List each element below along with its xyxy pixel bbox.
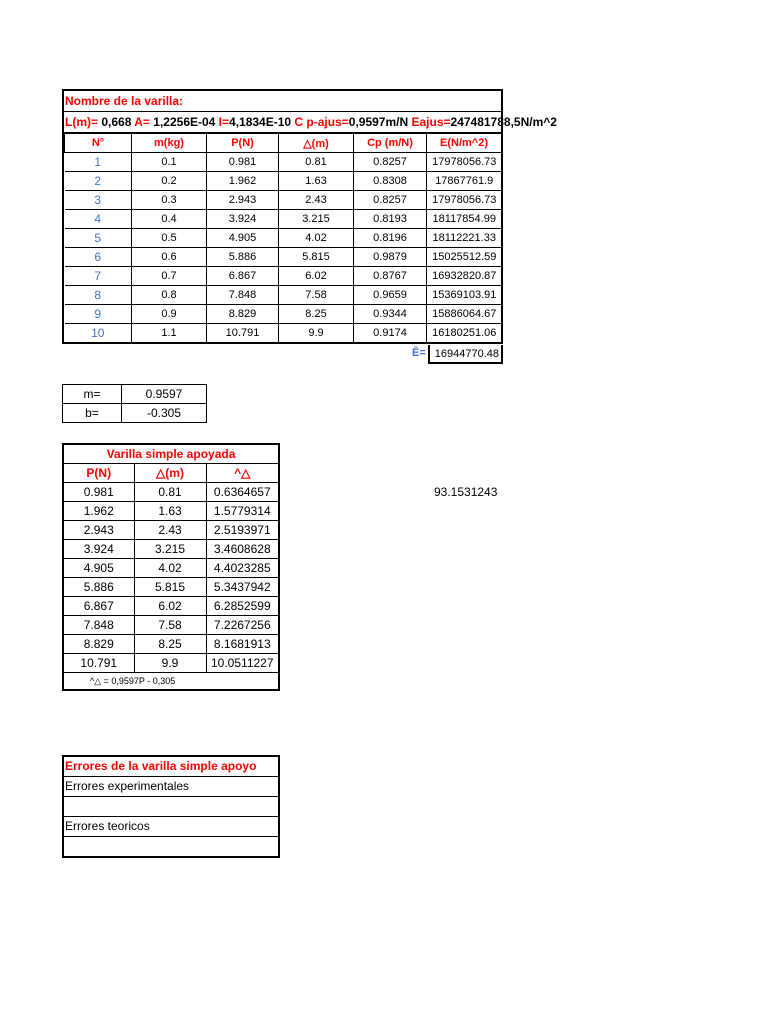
table-cell: 1 <box>65 153 132 172</box>
param-value-cp: 0,9597m/N <box>348 115 412 129</box>
col-header: △(m) <box>134 464 206 483</box>
table-cell: 10.791 <box>64 654 134 673</box>
regression-formula: ^△ = 0,9597P - 0,305 <box>90 675 176 686</box>
col-header: E(N/m^2) <box>427 134 502 153</box>
table-cell: 6 <box>65 248 132 267</box>
table-cell: 9.9 <box>279 324 354 343</box>
table-cell: 0.5 <box>132 229 207 248</box>
errors-title: Errores de la varilla simple apoyo <box>64 757 278 777</box>
param-label-area: A= <box>134 115 150 129</box>
table-cell: 3.215 <box>279 210 354 229</box>
table-cell: 4.4023285 <box>206 559 278 578</box>
slope-label: m= <box>63 385 122 404</box>
table-cell: 18117854.99 <box>427 210 502 229</box>
table-cell: 0.81 <box>279 153 354 172</box>
table-cell: 2.5193971 <box>206 521 278 540</box>
table-row <box>64 654 278 673</box>
table-cell: 10.791 <box>207 324 279 343</box>
table-cell: 8.829 <box>64 635 134 654</box>
table-cell: 9 <box>65 305 132 324</box>
param-label-eajus: Eajus= <box>411 115 451 129</box>
table-row <box>65 324 502 343</box>
param-value-eajus: 247481788,5N/m^2 <box>450 115 557 129</box>
table-cell: 4.02 <box>134 559 206 578</box>
table-row <box>64 597 278 616</box>
table-cell: 3 <box>65 191 132 210</box>
errors-theoretical-empty <box>64 837 278 856</box>
table-row <box>64 483 278 502</box>
table-cell: 1.63 <box>279 172 354 191</box>
table-cell: 16932820.87 <box>427 267 502 286</box>
params-row <box>64 112 557 133</box>
errors-experimental-empty <box>64 797 278 817</box>
table-cell: 0.9879 <box>354 248 427 267</box>
table-cell: 10.0511227 <box>206 654 278 673</box>
param-label-length: L(m)= <box>65 115 98 129</box>
table-cell: 18112221.33 <box>427 229 502 248</box>
measurements-table <box>64 133 502 342</box>
header-row <box>65 134 502 153</box>
table-cell: 0.2 <box>132 172 207 191</box>
table-row <box>64 502 278 521</box>
table-cell: 10 <box>65 324 132 343</box>
table-row <box>65 191 502 210</box>
table-cell: 6.867 <box>64 597 134 616</box>
table-cell: 6.2852599 <box>206 597 278 616</box>
table-cell: 3.215 <box>134 540 206 559</box>
table-cell: 1.5779314 <box>206 502 278 521</box>
col-header: △(m) <box>279 134 354 153</box>
table-cell: 0.9659 <box>354 286 427 305</box>
param-value-length: 0,668 <box>98 115 135 129</box>
header-row <box>64 464 278 483</box>
table-cell: 0.3 <box>132 191 207 210</box>
table-cell: 0.8257 <box>354 153 427 172</box>
table-cell: 5.815 <box>279 248 354 267</box>
varilla-data-table <box>62 89 557 344</box>
table-cell: 5.3437942 <box>206 578 278 597</box>
mean-label: Ē= <box>412 347 426 359</box>
table-cell: 17867761.9 <box>427 172 502 191</box>
table-cell: 1.962 <box>207 172 279 191</box>
table-cell: 1.63 <box>134 502 206 521</box>
table-cell: 15369103.91 <box>427 286 502 305</box>
intercept-value: -0.305 <box>122 404 207 423</box>
table-cell: 0.981 <box>64 483 134 502</box>
table-row <box>65 172 502 191</box>
errors-experimental-label: Errores experimentales <box>64 777 278 797</box>
table-row <box>65 210 502 229</box>
table-cell: 6.867 <box>207 267 279 286</box>
table-cell: 8.25 <box>134 635 206 654</box>
table-cell: 8.25 <box>279 305 354 324</box>
table-cell: 5.886 <box>64 578 134 597</box>
table-cell: 3.4608628 <box>206 540 278 559</box>
table-row <box>64 559 278 578</box>
table-cell: 2.43 <box>134 521 206 540</box>
table-cell: 0.4 <box>132 210 207 229</box>
table-row <box>64 445 278 464</box>
table-cell: 0.8308 <box>354 172 427 191</box>
table-cell: 7.848 <box>207 286 279 305</box>
param-label-cp: C p-ajus= <box>294 115 349 129</box>
table-cell: 5.815 <box>134 578 206 597</box>
table-cell: 0.1 <box>132 153 207 172</box>
table-row <box>65 229 502 248</box>
table-cell: 1.1 <box>132 324 207 343</box>
table-cell: 0.6364657 <box>206 483 278 502</box>
regression-table <box>62 384 207 423</box>
table-cell: 4.905 <box>207 229 279 248</box>
table-cell: 4.02 <box>279 229 354 248</box>
table-title: Nombre de la varilla: <box>64 91 501 112</box>
param-value-inertia: 4,1834E-10 <box>229 115 295 129</box>
table-row <box>65 267 502 286</box>
table-cell: 5.886 <box>207 248 279 267</box>
table-row <box>64 521 278 540</box>
table-row <box>64 540 278 559</box>
table-cell: 6.02 <box>134 597 206 616</box>
table-cell: 0.9344 <box>354 305 427 324</box>
param-label-inertia: I= <box>218 115 230 129</box>
col-header: m(kg) <box>132 134 207 153</box>
col-header: Cp (m/N) <box>354 134 427 153</box>
table-cell: 15886064.67 <box>427 305 502 324</box>
varilla-simple-title: Varilla simple apoyada <box>64 445 278 464</box>
table-cell: 0.981 <box>207 153 279 172</box>
table-row <box>64 578 278 597</box>
table-cell: 0.81 <box>134 483 206 502</box>
table-cell: 8.1681913 <box>206 635 278 654</box>
errors-table <box>62 755 280 858</box>
table-cell: 8 <box>65 286 132 305</box>
table-cell: 0.8 <box>132 286 207 305</box>
table-cell: 17978056.73 <box>427 191 502 210</box>
table-cell: 2.943 <box>207 191 279 210</box>
mean-value: 16944770.48 <box>428 345 503 364</box>
table-cell: 0.8196 <box>354 229 427 248</box>
table-row <box>65 286 502 305</box>
table-cell: 2.943 <box>64 521 134 540</box>
table-cell: 0.8257 <box>354 191 427 210</box>
table-row <box>63 385 207 404</box>
table-cell: 7.58 <box>279 286 354 305</box>
table-row <box>65 153 502 172</box>
errors-theoretical-label: Errores teoricos <box>64 817 278 837</box>
table-cell: 9.9 <box>134 654 206 673</box>
table-cell: 0.6 <box>132 248 207 267</box>
table-cell: 7 <box>65 267 132 286</box>
table-row <box>65 248 502 267</box>
table-cell: 7.58 <box>134 616 206 635</box>
table-cell: 0.9 <box>132 305 207 324</box>
table-cell: 0.9174 <box>354 324 427 343</box>
slope-value: 0.9597 <box>122 385 207 404</box>
table-cell: 8.829 <box>207 305 279 324</box>
table-cell: 5 <box>65 229 132 248</box>
table-cell: 2 <box>65 172 132 191</box>
table-cell: 4 <box>65 210 132 229</box>
col-header: P(N) <box>207 134 279 153</box>
table-cell: 15025512.59 <box>427 248 502 267</box>
table-cell: 3.924 <box>207 210 279 229</box>
table-cell: 17978056.73 <box>427 153 502 172</box>
col-header: P(N) <box>64 464 134 483</box>
table-row <box>63 404 207 423</box>
table-row <box>64 635 278 654</box>
table-cell: 6.02 <box>279 267 354 286</box>
table-cell: 2.43 <box>279 191 354 210</box>
table-cell: 16180251.06 <box>427 324 502 343</box>
col-header: N° <box>65 134 132 153</box>
table-cell: 0.7 <box>132 267 207 286</box>
intercept-label: b= <box>63 404 122 423</box>
table-cell: 0.8193 <box>354 210 427 229</box>
table-row <box>64 673 278 690</box>
table-cell: 7.2267256 <box>206 616 278 635</box>
col-header: ^△ <box>206 464 278 483</box>
table-cell: 1.962 <box>64 502 134 521</box>
param-value-area: 1,2256E-04 <box>149 115 219 129</box>
side-value: 93.1531243 <box>434 485 498 499</box>
table-row <box>64 616 278 635</box>
table-cell: 3.924 <box>64 540 134 559</box>
table-cell: 4.905 <box>64 559 134 578</box>
table-row <box>65 305 502 324</box>
table-cell: 0.8767 <box>354 267 427 286</box>
table-cell: 7.848 <box>64 616 134 635</box>
varilla-simple-table <box>62 443 280 691</box>
